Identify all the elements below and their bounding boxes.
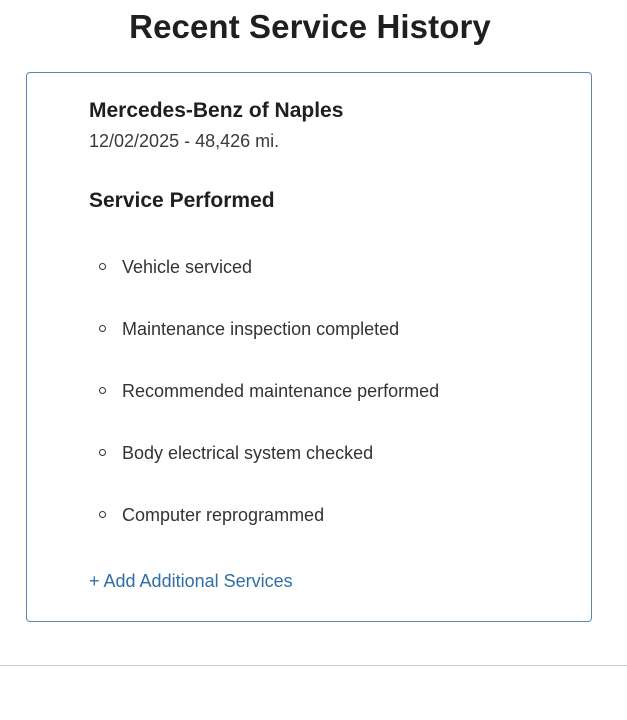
service-item-label: Body electrical system checked: [122, 443, 374, 463]
add-additional-services-link[interactable]: + Add Additional Services: [89, 571, 293, 591]
service-item: [99, 439, 439, 501]
service-record-card: [26, 72, 592, 622]
bullet-circle-icon: [99, 511, 106, 518]
service-item-label: Vehicle serviced: [122, 257, 253, 277]
service-item: [99, 315, 439, 377]
service-item-label: Maintenance inspection completed: [122, 319, 400, 339]
bullet-circle-icon: [99, 387, 106, 394]
service-item-label: Recommended maintenance performed: [122, 381, 440, 401]
section-heading-service-performed: Service Performed: [89, 189, 275, 212]
service-item-label: Computer reprogrammed: [122, 505, 325, 525]
service-item: [99, 253, 439, 315]
service-item: [99, 377, 439, 439]
bullet-circle-icon: [99, 449, 106, 456]
bullet-circle-icon: [99, 263, 106, 270]
service-item: [99, 501, 439, 563]
divider: [0, 665, 627, 666]
service-date-mileage: 12/02/2025 - 48,426 mi.: [89, 131, 280, 151]
service-list: [99, 253, 439, 563]
bullet-circle-icon: [99, 325, 106, 332]
page-title: Recent Service History: [129, 8, 491, 45]
dealer-name: Mercedes-Benz of Naples: [89, 99, 344, 122]
